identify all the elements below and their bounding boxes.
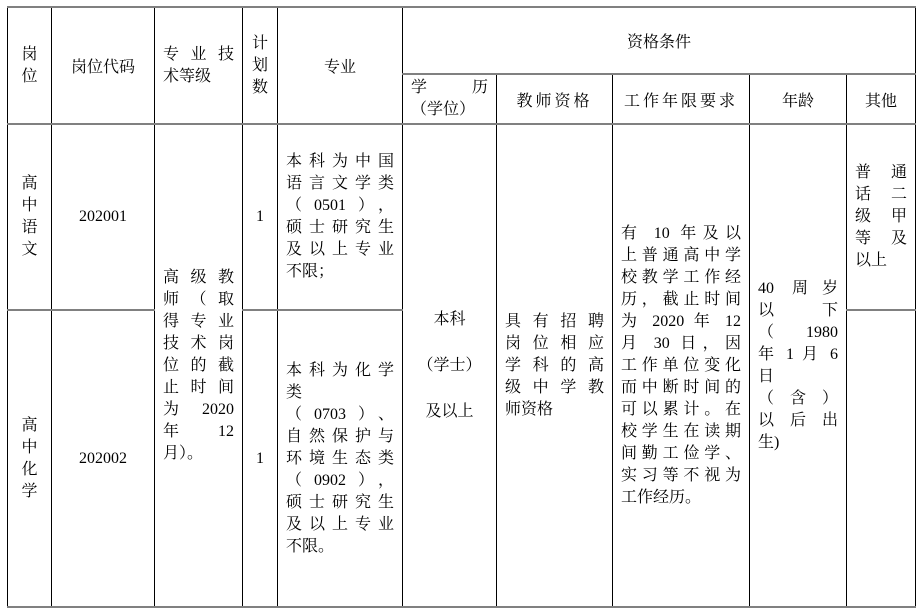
cell-major-chinese: 本科为中国 语言文学类 （0501）， 硕士研究生 及以上专业 不限； xyxy=(278,124,403,310)
cell-age-merged: 40 周岁 以下 （1980 年 1 月 6 日 （含） 以后出 生) xyxy=(750,124,847,607)
recruitment-table xyxy=(7,6,916,608)
header-tech-level: 专业技 术等级 xyxy=(155,7,243,124)
cell-major-chemistry: 本科为化学 类 （0703）、 自然保护与 环境生态类 （0902）， 硕士研究生 及以上专业 不限。 xyxy=(278,310,403,607)
header-teacher-cert: 教师资格 xyxy=(497,74,613,124)
header-other: 其他 xyxy=(847,74,916,124)
cell-work-years-merged: 有 10 年及以 上普通高中学 校教学工作经 历，截止时间 为 2020 年 12 月 30 日，因 工作单位变化 而中断时间的 可以累计。在 校学生在读期 间勤工俭学、 实习等不视为 工作经历。 xyxy=(613,124,750,607)
cell-position-chinese: 高 中 语 文 xyxy=(8,124,52,310)
cell-plan-count-chinese: 1 xyxy=(243,124,278,310)
cell-position-chemistry: 高 中 化 学 xyxy=(8,310,52,607)
header-qualification: 资格条件 xyxy=(403,7,916,74)
header-position: 岗 位 xyxy=(8,7,52,124)
cell-plan-count-chemistry: 1 xyxy=(243,310,278,607)
header-work-years: 工作年限要求 xyxy=(613,74,750,124)
header-plan-count: 计 划 数 xyxy=(243,7,278,124)
header-age: 年龄 xyxy=(750,74,847,124)
cell-education-merged: 本科 （学士） 及以上 xyxy=(403,124,497,607)
header-row-top xyxy=(8,7,916,74)
cell-code-chemistry: 202002 xyxy=(52,310,155,607)
table-row-chinese xyxy=(8,124,916,310)
header-education: 学历 （学位） xyxy=(403,74,497,124)
cell-tech-level-merged: 高级教 师（取 得专业 技术岗 位的截 止时间 为 2020 年 12 月）。 xyxy=(155,124,243,607)
cell-other-chinese: 普通 话二 级甲 等及 以上 xyxy=(847,124,916,310)
cell-teacher-cert-merged: 具有招聘 岗位相应 学科的高 级中学教 师资格 xyxy=(497,124,613,607)
header-code: 岗位代码 xyxy=(52,7,155,124)
cell-other-chemistry xyxy=(847,310,916,607)
header-major: 专业 xyxy=(278,7,403,124)
recruitment-table-sheet xyxy=(7,6,916,608)
cell-code-chinese: 202001 xyxy=(52,124,155,310)
